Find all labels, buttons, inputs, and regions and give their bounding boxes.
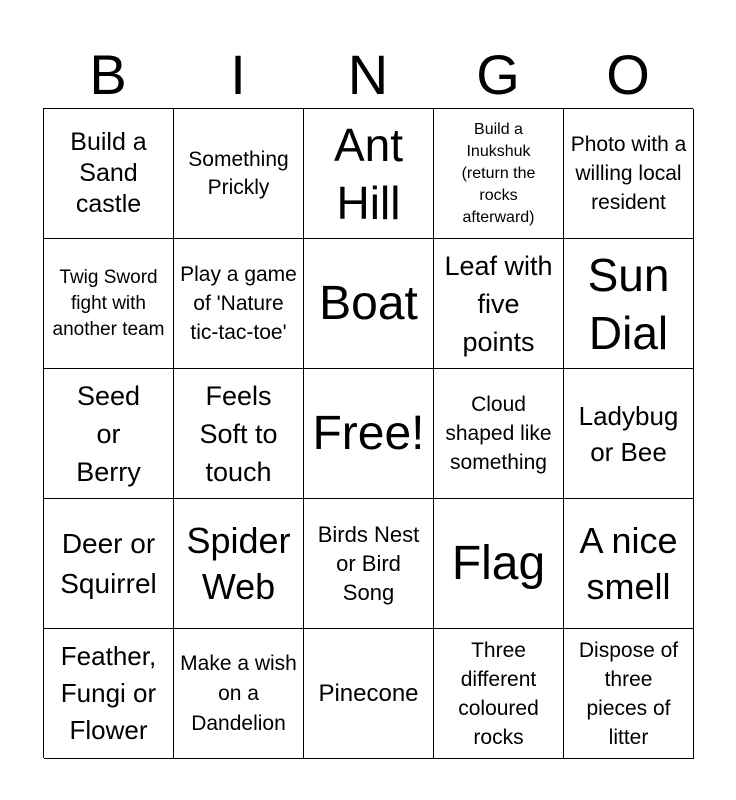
cell-text: Spider Web <box>186 519 291 607</box>
bingo-cell[interactable] <box>304 239 434 369</box>
bingo-cell[interactable] <box>304 499 434 629</box>
cell-text: Play a game of 'Nature tic-tac-toe' <box>180 263 297 344</box>
cell-text: Feather, Fungi or Flower <box>60 641 157 745</box>
cell-text: Something Prickly <box>188 147 289 199</box>
cell-text: Birds Nest or Bird Song <box>317 522 420 605</box>
bingo-cell[interactable] <box>564 109 694 239</box>
bingo-board <box>43 108 693 758</box>
bingo-cell[interactable] <box>564 239 694 369</box>
bingo-cell[interactable] <box>304 369 434 499</box>
bingo-cell[interactable] <box>434 239 564 369</box>
cell-text: Flag <box>451 536 546 590</box>
bingo-cell[interactable] <box>44 239 174 369</box>
bingo-cell[interactable] <box>174 499 304 629</box>
cell-text: Make a wish on a Dandelion <box>180 651 297 735</box>
bingo-cell[interactable] <box>564 369 694 499</box>
cell-text: Build a Inukshuk (return the rocks afterward) <box>461 120 536 226</box>
bingo-cell[interactable] <box>174 369 304 499</box>
header-letter-o: O <box>606 43 650 106</box>
cell-text: Three different coloured rocks <box>458 638 539 749</box>
cell-text: Leaf with five points <box>444 250 553 357</box>
header-letter-i: I <box>230 43 246 106</box>
cell-text: Build a Sand castle <box>70 128 147 218</box>
bingo-cell[interactable] <box>564 629 694 759</box>
header-letter-b: B <box>89 43 127 106</box>
cell-text: Ladybug or Bee <box>578 400 679 467</box>
bingo-cell[interactable] <box>434 109 564 239</box>
bingo-cell[interactable] <box>564 499 694 629</box>
header-letter-n: N <box>347 43 389 106</box>
cell-text: Cloud shaped like something <box>445 393 552 474</box>
cell-text: Seed or Berry <box>76 380 141 487</box>
bingo-cell[interactable] <box>304 629 434 759</box>
bingo-cell[interactable] <box>44 109 174 239</box>
bingo-cell[interactable] <box>174 629 304 759</box>
bingo-cell[interactable] <box>304 109 434 239</box>
cell-text: Ant Hill <box>333 118 404 229</box>
bingo-cell[interactable] <box>174 239 304 369</box>
cell-text: Pinecone <box>318 680 419 707</box>
bingo-cell[interactable] <box>434 629 564 759</box>
cell-text: Feels Soft to touch <box>199 380 278 487</box>
bingo-cell[interactable] <box>44 369 174 499</box>
bingo-cell[interactable] <box>44 629 174 759</box>
cell-text: Boat <box>319 276 418 330</box>
bingo-header <box>43 40 693 110</box>
cell-text: Photo with a willing local resident <box>570 133 687 214</box>
cell-text: Twig Sword fight with another team <box>52 266 165 340</box>
bingo-cell[interactable] <box>174 109 304 239</box>
bingo-cell[interactable] <box>434 499 564 629</box>
cell-text: Dispose of three pieces of litter <box>578 638 679 749</box>
cell-text: A nice smell <box>579 519 678 607</box>
header-letter-g: G <box>476 43 520 106</box>
bingo-cell[interactable] <box>44 499 174 629</box>
cell-text: Free! <box>312 406 425 460</box>
bingo-cell[interactable] <box>434 369 564 499</box>
cell-text: Deer or Squirrel <box>60 527 157 599</box>
cell-text: Sun Dial <box>587 248 670 359</box>
